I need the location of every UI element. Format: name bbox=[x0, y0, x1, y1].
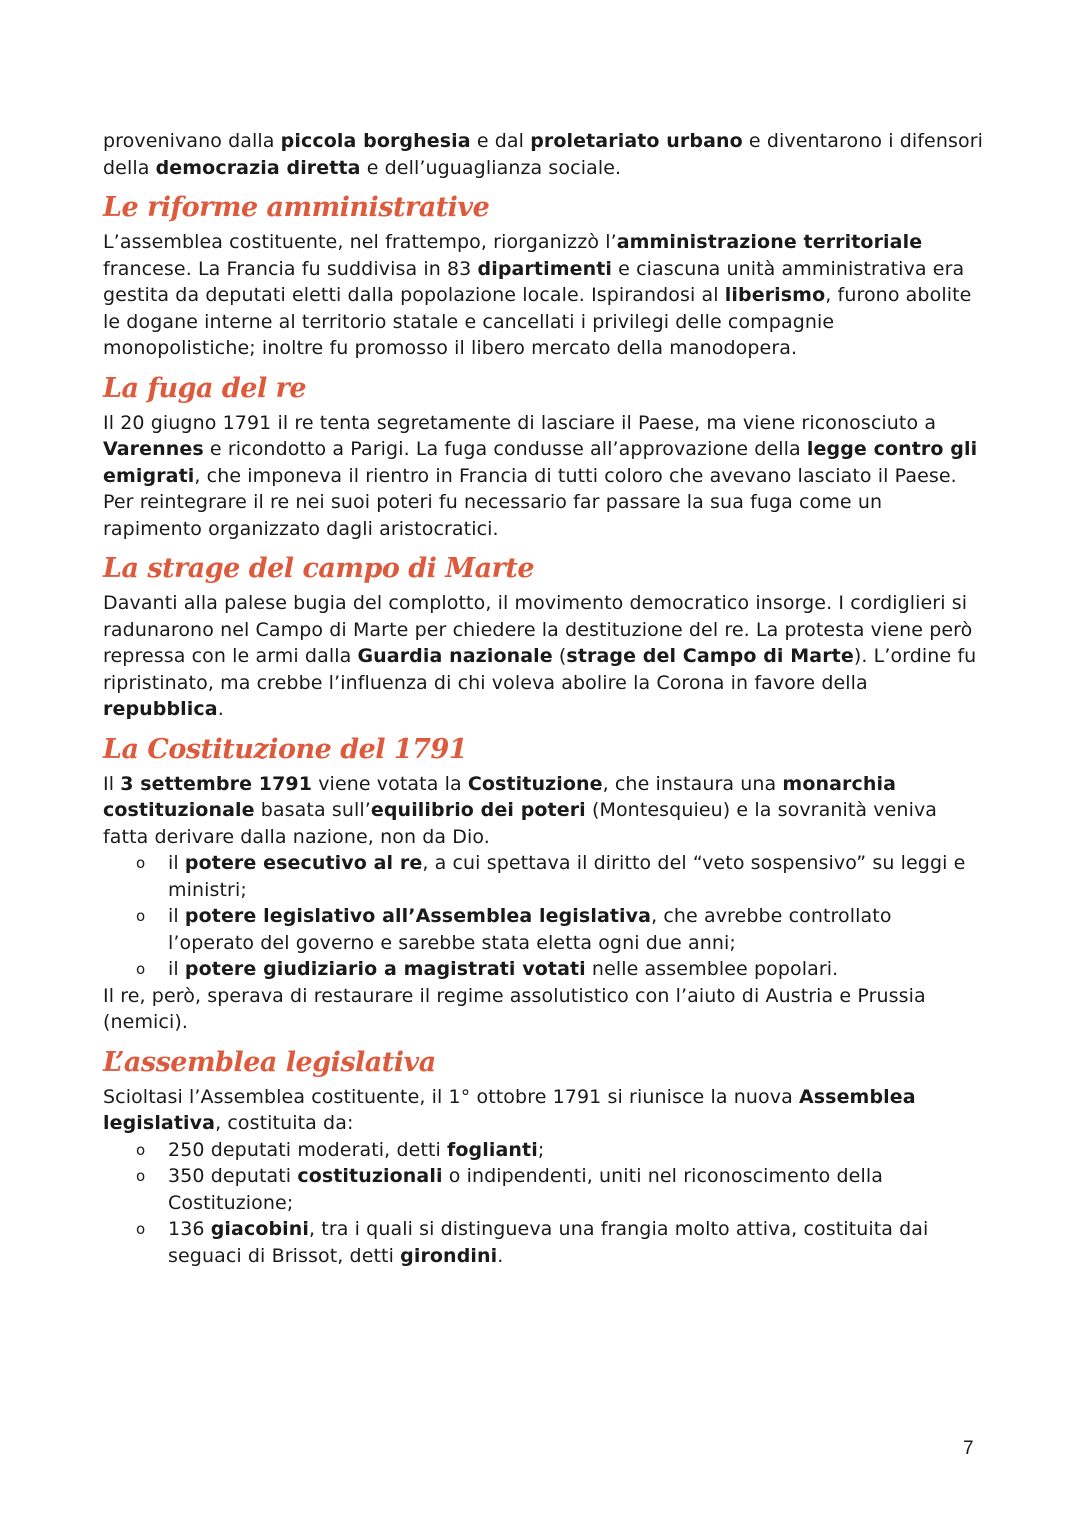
costituzione-closing: Il re, però, sperava di restaurare il regime assolutistico con l’aiuto di Austria e Prussia (nemici). bbox=[103, 984, 926, 1033]
costituzione-paragraph: Il 3 settembre 1791 viene votata la Costituzione, che instaura una monarchia costituzionale basata sull’equilibrio dei poteri (Montesquieu) e la sovranità veniva fatta derivare dalla nazione, non da Dio. bbox=[103, 772, 938, 848]
list-item: o 350 deputati costituzionali o indipendenti, uniti nel riconoscimento della Costituzione; bbox=[136, 1165, 883, 1214]
assemblea-paragraph: Scioltasi l’Assemblea costituente, il 1° ottobre 1791 si riunisce la nuova Assemblea legislativa, costituita da: bbox=[103, 1085, 916, 1134]
heading-costituzione: La Costituzione del 1791 bbox=[103, 733, 468, 765]
intro-paragraph: provenivano dalla piccola borghesia e dal proletariato urbano e diventarono i difensori della democrazia diretta e dell’uguaglianza sociale. bbox=[103, 130, 983, 179]
page-number: 7 bbox=[963, 1438, 974, 1459]
heading-assemblea: L’assemblea legislativa bbox=[103, 1046, 436, 1078]
heading-strage: La strage del campo di Marte bbox=[103, 553, 535, 584]
list-item: o il potere esecutivo al re, a cui spettava il diritto del “veto sospensivo” su leggi e ministri; bbox=[136, 852, 966, 901]
list-item: o il potere legislativo all’Assemblea legislativa, che avrebbe controllato l’operato del governo e sarebbe stata eletta ogni due anni; bbox=[136, 905, 892, 954]
riforme-paragraph: L’assemblea costituente, nel frattempo, riorganizzò l’amministrazione territoriale francese. La Francia fu suddivisa in 83 dipartimenti e ciascuna unità amministrativa era gestita da deputati eletti dalla popolazione locale. Ispirandosi al liberismo, furono abolite le dogane interne al territorio statale e cancellati i privilegi delle compagnie monopolistiche; inoltre fu promosso il libero mercato della manodopera. bbox=[103, 231, 972, 359]
assemblea-list bbox=[103, 1137, 983, 1270]
circle-bullet-icon: o bbox=[136, 1220, 146, 1238]
list-item: o il potere giudiziario a magistrati votati nelle assemblee popolari. bbox=[168, 956, 983, 983]
list-item: o 250 deputati moderati, detti foglianti; bbox=[168, 1137, 983, 1164]
list-item: o 136 giacobini, tra i quali si distingueva una frangia molto attiva, costituita dai seguaci di Brissot, detti girondini. bbox=[136, 1218, 929, 1267]
circle-bullet-icon: o bbox=[136, 854, 146, 872]
circle-bullet-icon: o bbox=[136, 1167, 146, 1185]
costituzione-list bbox=[103, 850, 983, 983]
circle-bullet-icon: o bbox=[136, 1140, 146, 1159]
circle-bullet-icon: o bbox=[136, 907, 146, 925]
circle-bullet-icon: o bbox=[136, 960, 146, 978]
strage-paragraph: Davanti alla palese bugia del complotto, il movimento democratico insorge. I cordiglieri si radunarono nel Campo di Marte per chiedere la destituzione del re. La protesta viene però repressa con le armi dalla Guardia nazionale (strage del Campo di Marte). L’ordine fu ripristinato, ma crebbe l’influenza di chi voleva abolire la Corona in favore della repubblica. bbox=[103, 592, 977, 720]
heading-riforme: Le riforme amministrative bbox=[103, 192, 490, 223]
fuga-paragraph: Il 20 giugno 1791 il re tenta segretamente di lasciare il Paese, ma viene riconosciuto a Varennes e ricondotto a Parigi. La fuga condusse all’approvazione della legge contro gli emigrati, che imponeva il rientro in Francia di tutti coloro che avevano lasciato il Paese. Per reintegrare il re nei suoi poteri fu necessario far passare la sua fuga come un rapimento organizzato dagli aristocratici. bbox=[103, 411, 978, 540]
document-page bbox=[103, 128, 983, 1269]
heading-fuga: La fuga del re bbox=[103, 372, 307, 404]
